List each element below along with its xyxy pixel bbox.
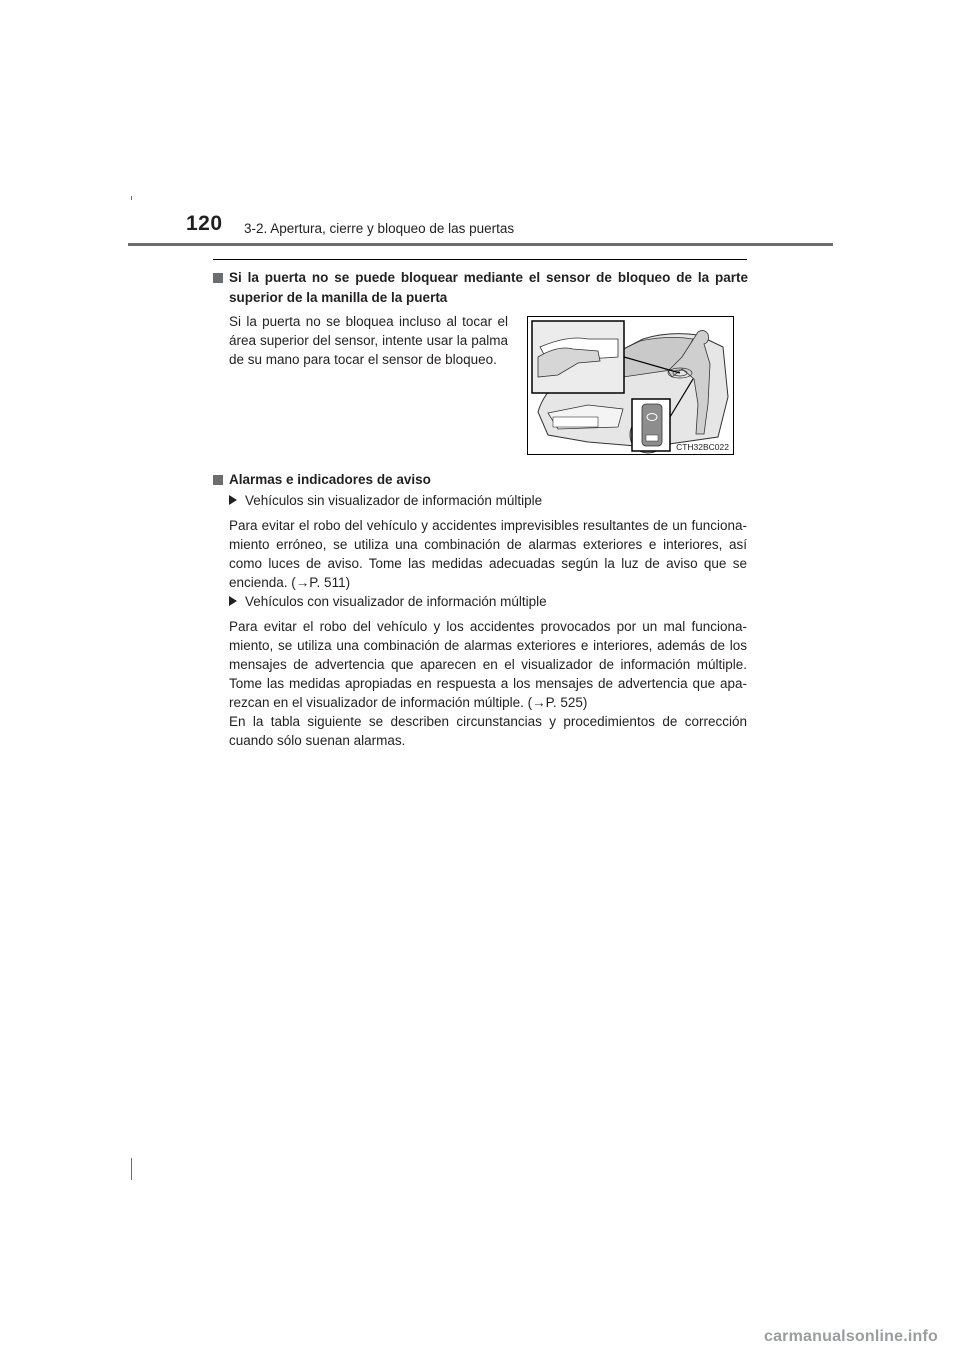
triangle-arrow-icon (229, 495, 237, 505)
section-heading-alarms (213, 470, 431, 490)
edge-tick-top (131, 196, 132, 200)
car-illustration-icon (528, 317, 733, 454)
square-bullet-icon (213, 475, 223, 485)
page-number: 120 (186, 212, 223, 235)
section-heading-text: Si la puerta no se puede bloquear mediante el sensor de bloqueo de la parte superior de la manilla de la puerta (229, 270, 748, 305)
bullet-text: Vehículos con visualizador de información múltiple (245, 594, 547, 609)
header-rule (128, 243, 833, 246)
edge-tick-bottom (131, 1158, 132, 1180)
watermark: carmanualsonline.info (763, 1328, 938, 1345)
section-heading-text: Alarmas e indicadores de aviso (229, 472, 431, 487)
paragraph-table-intro: En la tabla siguiente se describen circunstancias y procedimientos de corrección cuando sólo suenan alarmas. (229, 714, 747, 748)
bullet-text: Vehículos sin visualizador de información múltiple (245, 493, 543, 508)
paragraph-no-display: Para evitar el robo del vehículo y accidentes imprevisibles resultantes de un funciona-miento erróneo, se utiliza una combinación de alarmas exteriores e interiores, así como luces de aviso. Tome las medidas adecuadas según la luz de aviso que se encienda. (→P. 511) (229, 518, 747, 590)
section-title: 3-2. Apertura, cierre y bloqueo de las puertas (244, 221, 515, 236)
section-heading-lock (213, 268, 748, 308)
triangle-arrow-icon (229, 596, 237, 606)
bullet-no-display (229, 491, 542, 510)
bullet-with-display (229, 592, 547, 611)
car-door-lock-illustration (527, 316, 734, 455)
lock-paragraph: Si la puerta no se bloquea incluso al tocar el área superior del sensor, intente usar la palma de su mano para tocar el sensor de bloqueo. (229, 314, 508, 367)
paragraph-with-display: Para evitar el robo del vehículo y los accidentes provocados por un mal funciona-miento, se utiliza una combinación de alarmas exteriores e interiores, además de los mensajes de advertencia que aparecen en el visualizador de información múltiple. Tome las medidas apropiadas en respuesta a los mensajes de advertencia que apa-rezcan en el visualizador de información múltiple. (→P. 525) (229, 619, 747, 710)
square-bullet-icon (213, 273, 223, 283)
section-rule (213, 259, 747, 260)
figure-code: CTH32BC022 (676, 442, 729, 452)
